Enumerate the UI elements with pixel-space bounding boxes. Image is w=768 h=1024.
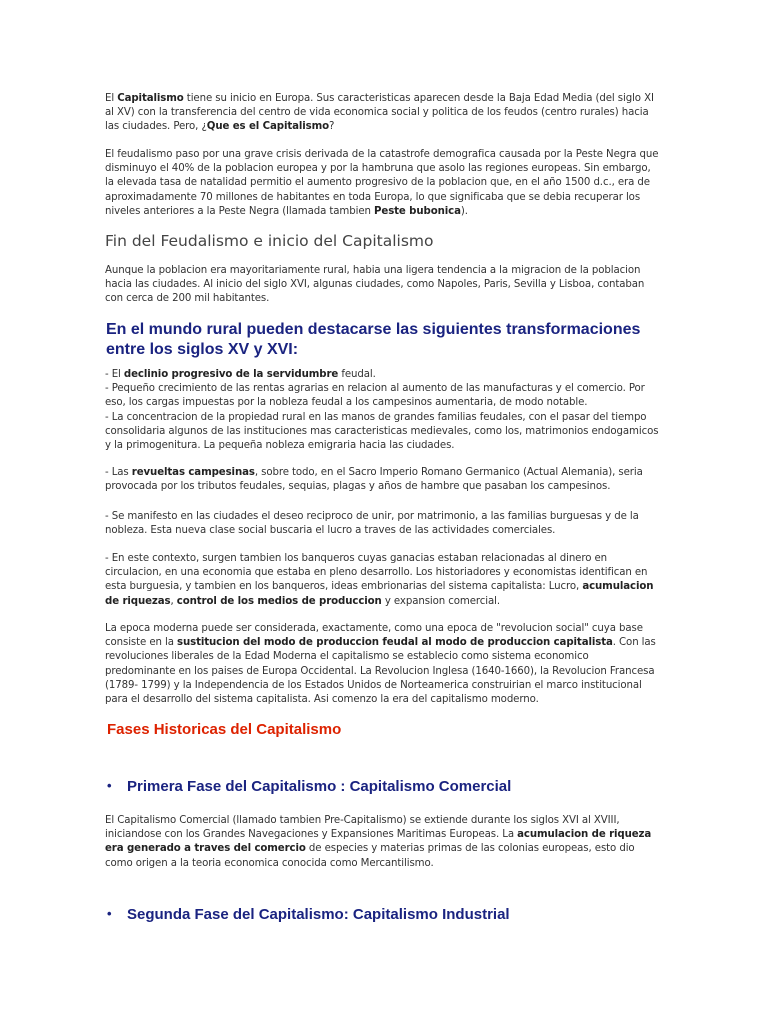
paragraph-poblacion: Aunque la poblacion era mayoritariamente rural, habia una ligera tendencia a la migracion de la poblacion hacia las ciudades. Al inicio del siglo XVI, algunas ciudades, como Napoles, Paris, Sevilla y Lisboa, contaban con cerca de 200 mil habitantes.	[105, 265, 645, 305]
section-heading-fin-feudalismo: Fin del Feudalismo e inicio del Capitalismo	[105, 232, 434, 250]
text: tiene su inicio en Europa. Sus caracteristicas aparecen desde la Baja Edad Media (del siglo XI al XV) con la transferencia del centro de vida economica social y politica de los feudos (centro rurales) hacia las ciudades. Pero, ¿	[105, 93, 654, 133]
bold-text: control de los medios de produccion	[176, 595, 382, 607]
paragraph-banqueros	[105, 552, 661, 609]
text: - La concentracion de la propiedad rural en las manos de grandes familias feudales, con el pasar del tiempo consolidaria algunos de las instituciones mas caracteristicas medievales, como los, matrimonios endogamicos y la primogenitura. La pequeña nobleza emigraria hacia las ciudades.	[105, 411, 659, 452]
text: feudal.	[338, 369, 376, 380]
text: El Capitalismo Comercial (llamado tambien Pre-Capitalismo) se extiende durante los siglos XVI al XVIII, iniciandose con los Grandes Navegaciones y Expansiones Maritimas Europeas. La	[105, 815, 620, 841]
text: , sobre todo, en el Sacro Imperio Romano Germanico (Actual Alemania), seria provocada por los tributos feudales, sequias, plagas y años de hambre que pasaban los campesinos.	[105, 467, 643, 493]
bullet-icon: •	[107, 778, 112, 793]
text: ,	[170, 595, 177, 607]
text: - Las	[105, 467, 132, 478]
paragraph-feudalismo	[105, 148, 661, 219]
text: . Con las revoluciones liberales de la Edad Moderna el capitalismo se establecio como sistema economico predominante en los paises de Europa Occidental. La Revolucion Inglesa (1640-1660), la Revolucion Francesa (1789- 1799) y la Independencia de los Estados Unidos de Norteamerica construirian el marco institucional para el desarrollo del sistema capitalista. Asi comenzo la era del capitalismo moderno.	[105, 637, 656, 706]
section-heading-mundo-rural: En el mundo rural pueden destacarse las siguientes transformaciones entre los siglos XV y XVI:	[106, 321, 641, 358]
bullet-icon: •	[107, 906, 112, 921]
text: - En este contexto, surgen tambien los banqueros cuyas ganacias estaban relacionadas al dinero en circulacion, en una economia que estaba en pleno desarrollo. Los historiadores y economistas identifican en esta burguesia, y tambien en los banqueros, ideas embrionarias del sistema capitalista: Lucro,	[105, 553, 648, 593]
text: - Pequeño crecimiento de las rentas agrarias en relacion al aumento de las manufacturas y el comercio. Por eso, los cargas impuestas por la nobleza feudal a los campesinos aumentaria, de modo notable.	[105, 383, 645, 409]
text: La epoca moderna puede ser considerada, exactamente, como una epoca de "revolucion social" cuya base consiste en la	[105, 623, 643, 649]
bullet-heading-segunda-fase	[107, 906, 510, 923]
bold-text: acumulacion de riquezas	[105, 581, 654, 607]
bold-text: revueltas campesinas	[131, 467, 255, 478]
paragraph-epoca-moderna	[105, 622, 661, 707]
paragraph-intro	[105, 92, 661, 135]
bullet-heading-text: Segunda Fase del Capitalismo: Capitalismo Industrial	[127, 906, 510, 923]
text: ).	[460, 205, 468, 217]
bold-text: Que es el Capitalismo	[206, 121, 330, 133]
bold-text: Capitalismo	[117, 93, 184, 104]
text: El feudalismo paso por una grave crisis derivada de la catastrofe demografica causada por la Peste Negra que disminuyo el 40% de la poblacion europea y por la hambruna que asolo las regiones europeas. Sin embargo, la elevada tasa de natalidad permitio el aumento progresivo de la poblacion que, en el año 1500 d.c., era de aproximadamente 70 millones de habitantes en toda Europa, lo que significaba que se debia recuperar los niveles anteriores a la Peste Negra (llamada tambien	[105, 149, 659, 217]
paragraph-capitalismo-comercial	[105, 814, 661, 871]
bold-text: Peste bubonica	[374, 205, 461, 217]
text: y expansion comercial.	[381, 595, 500, 607]
paragraph-transformaciones	[105, 368, 661, 453]
bold-text: declinio progresivo de la servidumbre	[123, 369, 339, 380]
text: ?	[329, 121, 335, 133]
section-heading-fases: Fases Historicas del Capitalismo	[107, 721, 342, 738]
text: de especies y materias primas de las colonias europeas, esto dio como origen a la teoria economica conocida como Mercantilismo.	[105, 843, 635, 869]
bold-text: sustitucion del modo de produccion feudal al modo de produccion capitalista	[177, 637, 613, 649]
bullet-heading-text: Primera Fase del Capitalismo : Capitalismo Comercial	[127, 778, 512, 795]
text: - El	[105, 369, 124, 380]
paragraph-revueltas	[105, 466, 661, 494]
bold-text: acumulacion de riqueza era generado a traves del comercio	[105, 829, 652, 855]
paragraph-matrimonio: - Se manifesto en las ciudades el deseo reciproco de unir, por matrimonio, a las familias burguesas y de la nobleza. Esta nueva clase social buscaria el lucro a traves de las actividades comerciales.	[105, 511, 639, 537]
bullet-heading-primera-fase	[107, 778, 512, 795]
text: El	[105, 93, 118, 104]
